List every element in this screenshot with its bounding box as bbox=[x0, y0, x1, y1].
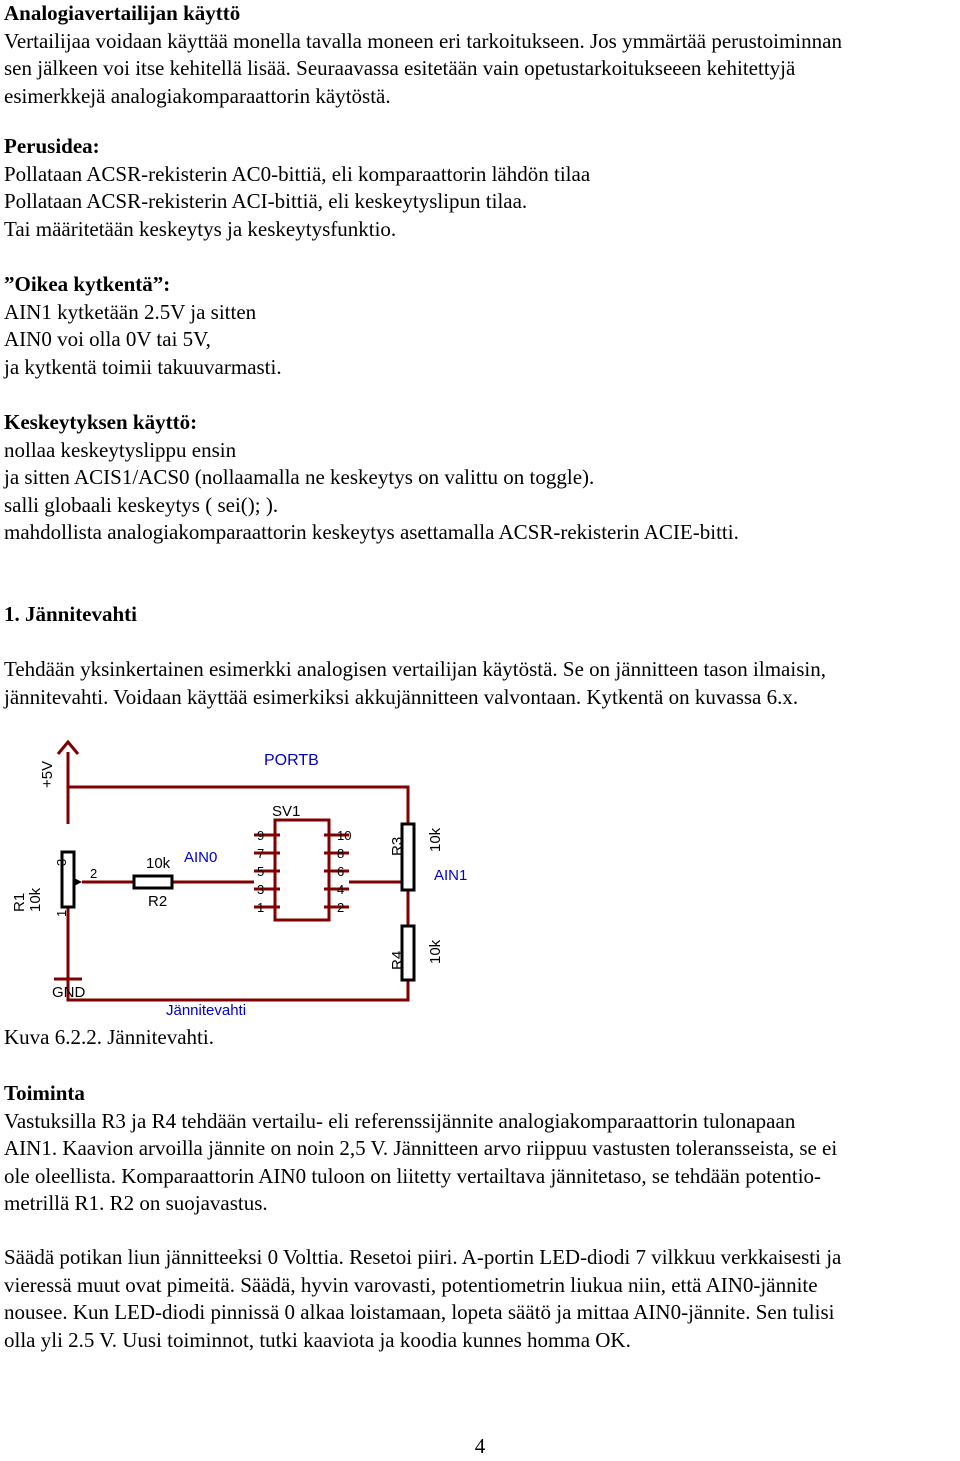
pin-number: 1 bbox=[257, 900, 265, 915]
pin-number: 6 bbox=[337, 864, 345, 879]
sv1-header bbox=[254, 752, 351, 920]
intro-line: Vertailijaa voidaan käyttää monella tavalla moneen eri tarkoitukseen. Jos ymmärtää perustoiminnan bbox=[4, 28, 842, 53]
intro-line: sen jälkeen voi itse kehitellä lisää. Seuraavassa esitetään vain opetustarkoitukseeen kehitettyjä bbox=[4, 56, 796, 80]
pin-number: 2 bbox=[337, 900, 345, 915]
jannitevahti-schematic bbox=[4, 732, 484, 1032]
pin-number: 5 bbox=[257, 864, 265, 879]
page-number: 4 bbox=[474, 1434, 486, 1458]
port-label: PORTB bbox=[264, 752, 319, 769]
r1-value: 10k bbox=[27, 887, 44, 912]
keskeytys-line: mahdollista analogiakomparaattorin keskeytys asettamalla ACSR-rekisterin ACIE-bitti. bbox=[4, 520, 739, 544]
toiminta-line: AIN1. Kaavion arvoilla jännite on noin 2,5 V. Jännitteen arvo riippuu vastusten toleransseista, se ei bbox=[4, 1136, 838, 1160]
supply-symbol bbox=[39, 742, 78, 788]
pin-number: 3 bbox=[257, 882, 265, 897]
jannitevahti-line: Tehdään yksinkertainen esimerkki analogisen vertailijan käytöstä. Se on jännitteen tason ilmaisin, bbox=[4, 657, 826, 681]
r3-name: R3 bbox=[389, 836, 406, 856]
toiminta-heading: Toiminta bbox=[4, 1081, 85, 1105]
perusidea-line: Pollataan ACSR-rekisterin AC0-bittiä, eli komparaattorin lähdön tilaa bbox=[4, 161, 591, 186]
saada-line: Säädä potikan liun jännitteeksi 0 Volttia. Resetoi piiri. A-portin LED-diodi 7 vilkkuu verkkaisesti ja bbox=[4, 1245, 842, 1269]
saada-section bbox=[4, 1244, 956, 1354]
oikea-heading: ”Oikea kytkentä”: bbox=[4, 272, 171, 296]
toiminta-section bbox=[4, 1080, 956, 1218]
r4-ground-wire bbox=[68, 979, 408, 1000]
toiminta-line: metrillä R1. R2 on suojavastus. bbox=[4, 1191, 268, 1215]
pin-number: 10 bbox=[337, 828, 352, 843]
saada-line: vieressä muut ovat pimeitä. Säädä, hyvin varovasti, potentiometrin liukua niin, että AIN0-jännite bbox=[4, 1272, 818, 1297]
pin-number: 9 bbox=[257, 828, 265, 843]
caption-text: Kuva 6.2.2. Jännitevahti. bbox=[4, 1025, 214, 1049]
oikea-line: ja kytkentä toimii takuuvarmasti. bbox=[4, 354, 282, 379]
intro-line: esimerkkejä analogiakomparaattorin käytöstä. bbox=[4, 83, 391, 108]
pin-number: 4 bbox=[337, 882, 345, 897]
r1-pin-bottom: 1 bbox=[54, 909, 69, 917]
keskeytys-heading: Keskeytyksen käyttö: bbox=[4, 410, 198, 434]
supply-label: +5V bbox=[39, 760, 56, 788]
sheet-label: Jännitevahti bbox=[166, 1002, 247, 1019]
keskeytys-line: ja sitten ACIS1/ACS0 (nollaamalla ne keskeytys on valittu on toggle). bbox=[4, 465, 595, 489]
r4-resistor bbox=[389, 926, 444, 980]
section-heading bbox=[4, 601, 956, 629]
header-name: SV1 bbox=[272, 803, 301, 820]
supply-rail bbox=[68, 787, 408, 824]
perusidea-heading: Perusidea: bbox=[4, 134, 100, 158]
oikea-line: AIN0 voi olla 0V tai 5V, bbox=[4, 327, 211, 351]
oikea-line: AIN1 kytketään 2.5V ja sitten bbox=[4, 299, 257, 324]
jannitevahti-line: jännitevahti. Voidaan käyttää esimerkiksi akkujännitteen valvontaan. Kytkentä on kuvassa 6.x. bbox=[4, 684, 799, 709]
saada-line: olla yli 2.5 V. Uusi toiminnot, tutki kaaviota ja koodia kunnes homma OK. bbox=[4, 1327, 631, 1352]
r4-value: 10k bbox=[427, 939, 444, 964]
header-pins bbox=[254, 835, 349, 907]
jannitevahti-intro bbox=[4, 656, 956, 711]
perusidea-line: Tai määritetään keskeytys ja keskeytysfunktio. bbox=[4, 216, 397, 241]
keskeytys-line: nollaa keskeytyslippu ensin bbox=[4, 437, 237, 462]
saada-line: nousee. Kun LED-diodi pinnissä 0 alkaa loistamaan, lopeta säätö ja mittaa AIN0-jännite. Sen tulisi bbox=[4, 1300, 835, 1324]
r2-resistor bbox=[134, 855, 172, 910]
r2-name: R2 bbox=[148, 893, 168, 910]
r2-value: 10k bbox=[146, 855, 171, 872]
pin-number: 8 bbox=[337, 846, 345, 861]
jannitevahti-heading: 1. Jännitevahti bbox=[4, 602, 138, 626]
ain0-label: AIN0 bbox=[184, 849, 218, 866]
r3-value: 10k bbox=[427, 827, 444, 852]
perusidea-line: Pollataan ACSR-rekisterin ACI-bittiä, eli keskeytyslipun tilaa. bbox=[4, 189, 528, 213]
pin-number: 7 bbox=[257, 846, 265, 861]
toiminta-line: ole oleellista. Komparaattorin AIN0 tuloon on liitetty vertailtava jännitetaso, se tehdään potentio- bbox=[4, 1163, 822, 1188]
r1-pin-top: 3 bbox=[54, 858, 69, 866]
r1-potentiometer bbox=[11, 852, 97, 917]
oikea-kytkenta-section bbox=[4, 271, 956, 381]
keskeytys-line: salli globaali keskeytys ( sei(); ). bbox=[4, 492, 279, 517]
toiminta-line: Vastuksilla R3 ja R4 tehdään vertailu- eli referenssijännite analogiakomparaattorin tulonapaan bbox=[4, 1108, 796, 1133]
perusidea-section bbox=[4, 133, 956, 243]
intro-section bbox=[4, 0, 956, 110]
schematic-wires bbox=[68, 752, 408, 1000]
r4-name: R4 bbox=[389, 950, 406, 970]
figure-caption bbox=[4, 1024, 956, 1052]
ain1-label: AIN1 bbox=[434, 867, 468, 884]
ground-label: GND bbox=[52, 984, 86, 1001]
r1-name: R1 bbox=[11, 892, 28, 912]
keskeytys-section bbox=[4, 409, 956, 547]
r1-wiper-pin: 2 bbox=[90, 866, 98, 881]
page-title: Analogiavertailijan käyttö bbox=[4, 1, 241, 25]
